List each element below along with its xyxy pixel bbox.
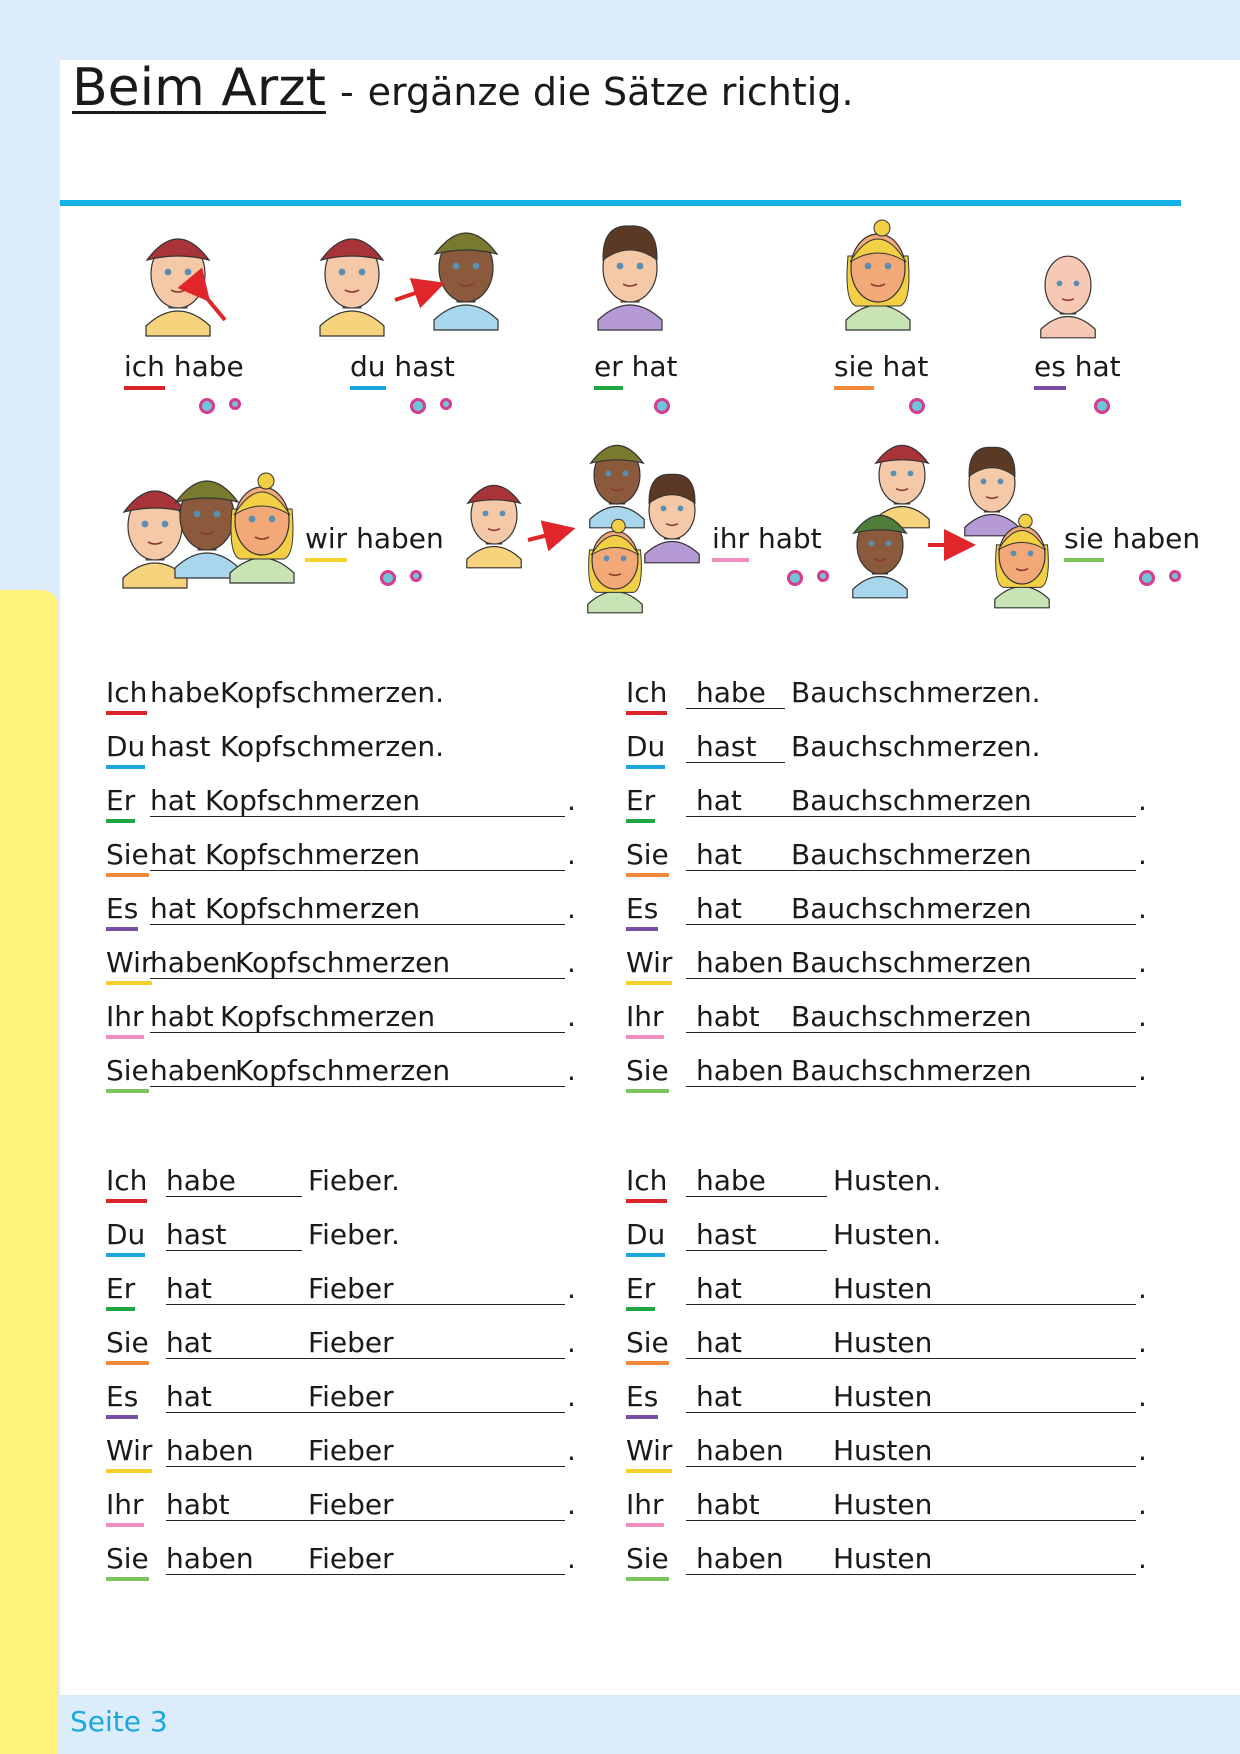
caption-verb: hat <box>873 350 929 383</box>
line-rest: Fieber <box>308 1488 394 1521</box>
line-pronoun: Ich <box>626 1164 667 1203</box>
line-verb: hat <box>166 1272 212 1305</box>
line-verb: hat <box>150 784 196 817</box>
face-ihr-1 <box>590 445 644 527</box>
line-verb: habe <box>696 1164 766 1197</box>
face-ihr-3 <box>588 519 642 613</box>
line-pronoun: Sie <box>106 1054 149 1093</box>
exercise-line <box>106 1430 579 1480</box>
syllable-dot <box>1169 570 1181 582</box>
caption-verb: hat <box>622 350 678 383</box>
line-pronoun: Wir <box>626 1434 672 1473</box>
caption-1 <box>350 350 455 383</box>
syllable-dot <box>199 398 215 414</box>
line-verb: haben <box>166 1434 254 1467</box>
caption-pronoun: sie <box>1064 522 1104 562</box>
line-pronoun: Wir <box>106 1434 152 1473</box>
line-verb: habe <box>696 676 766 709</box>
line-rest: Husten <box>833 1272 933 1305</box>
line-pronoun: Er <box>106 784 135 823</box>
line-rest: Bauchschmerzen <box>791 838 1032 871</box>
syllable-dot <box>654 398 670 414</box>
answer-blank[interactable] <box>150 978 565 979</box>
answer-blank[interactable] <box>686 762 785 763</box>
line-verb: hast <box>696 1218 757 1251</box>
line-period: . <box>1138 1380 1147 1413</box>
line-rest: Bauchschmerzen <box>791 946 1032 979</box>
answer-blank[interactable] <box>686 1412 1136 1413</box>
answer-blank[interactable] <box>166 1358 565 1359</box>
caption-verb: hat <box>1065 350 1121 383</box>
arrow-du <box>395 288 430 300</box>
exercise-line <box>626 1430 1150 1480</box>
caption-pronoun: er <box>594 350 623 390</box>
caption-verb: habt <box>749 522 822 555</box>
line-period: . <box>1138 1542 1147 1575</box>
exercise-line <box>626 1050 1150 1100</box>
syllable-dot <box>410 570 422 582</box>
line-verb: haben <box>150 1054 238 1087</box>
exercise-line <box>106 996 579 1046</box>
line-verb: haben <box>696 1054 784 1087</box>
caption-3 <box>834 350 928 383</box>
line-pronoun: Wir <box>106 946 152 985</box>
exercise-line <box>106 1322 579 1372</box>
line-verb: haben <box>150 946 238 979</box>
answer-blank[interactable] <box>166 1304 565 1305</box>
syllable-dot <box>229 398 241 410</box>
exercise-line <box>106 1376 579 1426</box>
line-rest: Kopfschmerzen. <box>220 730 445 763</box>
line-period: . <box>567 838 576 871</box>
line-pronoun: Du <box>626 1218 665 1257</box>
line-verb: hat <box>166 1326 212 1359</box>
line-rest: Fieber <box>308 1542 394 1575</box>
answer-blank[interactable] <box>686 924 1136 925</box>
answer-blank[interactable] <box>686 1196 827 1197</box>
line-pronoun: Es <box>626 892 658 931</box>
line-verb: haben <box>696 1434 784 1467</box>
line-rest: Fieber <box>308 1434 394 1467</box>
line-rest: Husten <box>833 1380 933 1413</box>
line-pronoun: Ich <box>626 676 667 715</box>
line-period: . <box>1138 1272 1147 1305</box>
line-pronoun: Er <box>626 1272 655 1311</box>
face-er <box>598 226 662 330</box>
line-pronoun: Ich <box>106 1164 147 1203</box>
line-pronoun: Sie <box>626 1326 669 1365</box>
syllable-dot <box>380 570 396 586</box>
line-rest: Kopfschmerzen <box>205 892 421 925</box>
face-du-speaker <box>320 239 384 336</box>
line-verb: habe <box>150 676 220 709</box>
line-period: . <box>1138 1488 1147 1521</box>
exercise-line <box>106 1484 579 1534</box>
line-verb: hat <box>696 1326 742 1359</box>
caption-verb: haben <box>1103 522 1201 555</box>
line-period: . <box>567 1542 576 1575</box>
syllable-dot <box>787 570 803 586</box>
answer-blank[interactable] <box>686 1250 827 1251</box>
line-period: . <box>567 784 576 817</box>
exercise-line <box>106 726 579 776</box>
line-rest: Kopfschmerzen <box>235 1054 451 1087</box>
exercise-line <box>626 888 1150 938</box>
line-rest: Husten <box>833 1326 933 1359</box>
answer-blank[interactable] <box>686 1032 1136 1033</box>
answer-blank[interactable] <box>686 1520 1136 1521</box>
answer-blank[interactable] <box>166 1466 565 1467</box>
caption-5 <box>305 522 444 555</box>
line-pronoun: Sie <box>106 1326 149 1365</box>
face-ihr-2 <box>645 474 699 562</box>
answer-blank[interactable] <box>166 1574 565 1575</box>
arrow-ich <box>200 290 225 320</box>
line-pronoun: Ihr <box>626 1488 664 1527</box>
footer-bar <box>60 1695 1240 1754</box>
exercise-line <box>626 996 1150 1046</box>
line-rest: Kopfschmerzen <box>205 838 421 871</box>
line-rest: Fieber <box>308 1380 394 1413</box>
answer-blank[interactable] <box>150 1032 565 1033</box>
syllable-dot <box>909 398 925 414</box>
line-pronoun: Ich <box>106 676 147 715</box>
line-rest: Fieber <box>308 1326 394 1359</box>
syllable-dot <box>440 398 452 410</box>
answer-blank[interactable] <box>686 708 785 709</box>
caption-verb: habe <box>164 350 244 383</box>
face-ihr-speaker <box>467 485 521 567</box>
caption-pronoun: wir <box>305 522 347 562</box>
face-wir-3 <box>230 473 294 583</box>
answer-blank[interactable] <box>686 1466 1136 1467</box>
line-rest: Bauchschmerzen. <box>791 676 1041 709</box>
line-rest: Husten <box>833 1434 933 1467</box>
line-verb: hat <box>696 838 742 871</box>
syllable-dot <box>410 398 426 414</box>
line-pronoun: Es <box>106 1380 138 1419</box>
line-rest: Kopfschmerzen <box>220 1000 436 1033</box>
line-rest: Kopfschmerzen <box>235 946 451 979</box>
answer-blank[interactable] <box>686 978 1136 979</box>
line-rest: Bauchschmerzen <box>791 1054 1032 1087</box>
line-rest: Husten <box>833 1488 933 1521</box>
line-verb: hat <box>150 838 196 871</box>
caption-7 <box>1064 522 1200 555</box>
line-verb: hat <box>696 784 742 817</box>
answer-blank[interactable] <box>150 1086 565 1087</box>
line-verb: hat <box>696 892 742 925</box>
side-color-bar <box>0 590 58 1754</box>
line-verb: haben <box>166 1542 254 1575</box>
line-period: . <box>1138 1054 1147 1087</box>
exercise-line <box>626 1322 1150 1372</box>
exercise-line <box>106 1160 579 1210</box>
line-verb: hat <box>150 892 196 925</box>
line-verb: hast <box>166 1218 227 1251</box>
answer-blank[interactable] <box>686 1358 1136 1359</box>
line-rest: Fieber. <box>308 1218 400 1251</box>
line-rest: Husten <box>833 1542 933 1575</box>
line-rest: Fieber <box>308 1272 394 1305</box>
exercise-line <box>626 780 1150 830</box>
exercise-line <box>626 726 1150 776</box>
line-period: . <box>567 1272 576 1305</box>
exercise-line <box>626 1214 1150 1264</box>
line-rest: Bauchschmerzen. <box>791 730 1041 763</box>
exercise-line <box>106 888 579 938</box>
exercise-line <box>106 1214 579 1264</box>
answer-blank[interactable] <box>166 1196 302 1197</box>
line-period: . <box>1138 946 1147 979</box>
line-period: . <box>567 946 576 979</box>
line-pronoun: Sie <box>106 838 149 877</box>
line-period: . <box>1138 1326 1147 1359</box>
answer-blank[interactable] <box>166 1250 302 1251</box>
caption-verb: haben <box>347 522 444 555</box>
line-pronoun: Ihr <box>626 1000 664 1039</box>
line-pronoun: Sie <box>106 1542 149 1581</box>
exercise-line <box>626 672 1150 722</box>
line-verb: hast <box>150 730 211 763</box>
line-verb: hat <box>696 1380 742 1413</box>
answer-blank[interactable] <box>686 816 1136 817</box>
face-sie <box>846 220 910 330</box>
page-title: Beim Arzt <box>72 58 326 118</box>
line-period: . <box>1138 892 1147 925</box>
caption-2 <box>594 350 678 383</box>
face-sie-pl-3 <box>965 447 1019 535</box>
face-wir-2 <box>175 481 239 578</box>
line-pronoun: Er <box>626 784 655 823</box>
syllable-dot <box>817 570 829 582</box>
line-pronoun: Es <box>106 892 138 931</box>
syllable-dot <box>1094 398 1110 414</box>
line-verb: habt <box>166 1488 230 1521</box>
exercise-line <box>106 672 579 722</box>
line-pronoun: Du <box>626 730 665 769</box>
line-pronoun: Ihr <box>106 1488 144 1527</box>
caption-verb: hast <box>385 350 455 383</box>
line-period: . <box>1138 1434 1147 1467</box>
face-du-listener <box>434 233 498 330</box>
line-pronoun: Ihr <box>106 1000 144 1039</box>
line-pronoun: Sie <box>626 1542 669 1581</box>
line-period: . <box>567 1434 576 1467</box>
exercise-line <box>106 942 579 992</box>
answer-blank[interactable] <box>686 1086 1136 1087</box>
exercise-line <box>106 834 579 884</box>
answer-blank[interactable] <box>150 870 565 871</box>
exercise-line <box>626 1160 1150 1210</box>
line-verb: haben <box>696 946 784 979</box>
line-verb: habt <box>150 1000 214 1033</box>
line-period: . <box>567 1488 576 1521</box>
line-rest: Bauchschmerzen <box>791 892 1032 925</box>
caption-6 <box>712 522 822 555</box>
exercise-line <box>626 1538 1150 1588</box>
answer-blank[interactable] <box>686 870 1136 871</box>
exercise-line <box>626 942 1150 992</box>
line-period: . <box>567 1380 576 1413</box>
exercise-line <box>106 1268 579 1318</box>
line-rest: Husten. <box>833 1218 942 1251</box>
caption-pronoun: du <box>350 350 386 390</box>
caption-0 <box>124 350 244 383</box>
instruction-text: ergänze die Sätze richtig. <box>367 70 854 114</box>
line-verb: hat <box>696 1272 742 1305</box>
line-rest: Bauchschmerzen <box>791 784 1032 817</box>
title-dash: - <box>339 70 354 114</box>
exercise-line <box>626 1268 1150 1318</box>
line-pronoun: Du <box>106 1218 145 1257</box>
page-number: Seite 3 <box>70 1705 168 1738</box>
line-verb: habt <box>696 1488 760 1521</box>
line-pronoun: Er <box>106 1272 135 1311</box>
caption-pronoun: sie <box>834 350 874 390</box>
exercise-line <box>106 1050 579 1100</box>
line-period: . <box>567 1326 576 1359</box>
line-verb: habe <box>166 1164 236 1197</box>
exercise-line <box>106 780 579 830</box>
line-verb: hat <box>166 1380 212 1413</box>
line-verb: habt <box>696 1000 760 1033</box>
answer-blank[interactable] <box>150 816 565 817</box>
line-verb: haben <box>696 1542 784 1575</box>
line-pronoun: Sie <box>626 1054 669 1093</box>
syllable-dot <box>1139 570 1155 586</box>
caption-pronoun: ich <box>124 350 165 390</box>
answer-blank[interactable] <box>686 1574 1136 1575</box>
line-verb: hast <box>696 730 757 763</box>
answer-blank[interactable] <box>150 924 565 925</box>
line-pronoun: Sie <box>626 838 669 877</box>
answer-blank[interactable] <box>166 1520 565 1521</box>
line-period: . <box>567 1054 576 1087</box>
line-pronoun: Du <box>106 730 145 769</box>
pronoun-illustrations <box>0 0 1240 640</box>
line-rest: Kopfschmerzen. <box>220 676 445 709</box>
exercise-line <box>626 834 1150 884</box>
line-period: . <box>567 1000 576 1033</box>
caption-pronoun: ihr <box>712 522 749 562</box>
line-period: . <box>567 892 576 925</box>
arrow-ihr <box>528 532 560 540</box>
answer-blank[interactable] <box>166 1412 565 1413</box>
caption-pronoun: es <box>1034 350 1066 390</box>
line-rest: Husten. <box>833 1164 942 1197</box>
exercise-line <box>106 1538 579 1588</box>
line-period: . <box>1138 838 1147 871</box>
line-pronoun: Es <box>626 1380 658 1419</box>
face-sie-pl-2 <box>853 515 907 597</box>
line-rest: Kopfschmerzen <box>205 784 421 817</box>
line-pronoun: Wir <box>626 946 672 985</box>
line-rest: Bauchschmerzen <box>791 1000 1032 1033</box>
face-ich <box>146 239 210 336</box>
line-period: . <box>1138 784 1147 817</box>
exercise-line <box>626 1376 1150 1426</box>
exercise-line <box>626 1484 1150 1534</box>
line-period: . <box>1138 1000 1147 1033</box>
answer-blank[interactable] <box>686 1304 1136 1305</box>
face-es <box>1041 256 1095 338</box>
line-rest: Fieber. <box>308 1164 400 1197</box>
caption-4 <box>1034 350 1121 383</box>
